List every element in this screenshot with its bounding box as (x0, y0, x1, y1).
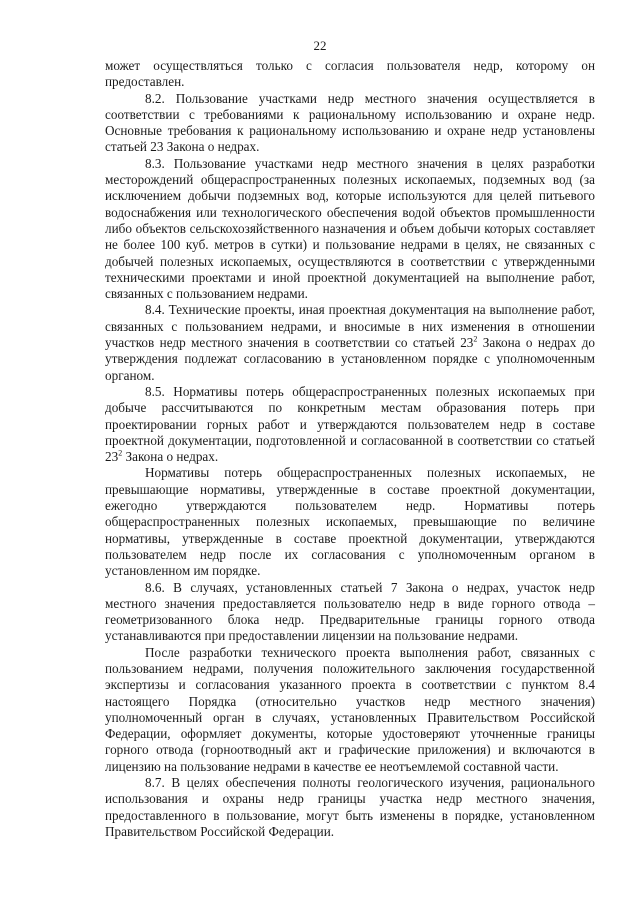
paragraph-8-5-text-before: 8.5. Нормативы потерь общераспространенных полезных ископаемых при добыче рассчитываются по конкретным местам образования потерь при проектировании горных работ и утверждаются пользователем недр в составе проектной документации, подготовленной и согласованной в соответствии со статьей 23 (105, 383, 595, 465)
article-superscript: 2 (473, 334, 478, 344)
paragraph-8-3: 8.3. Пользование участками недр местного значения в целях разработки месторождений общераспространенных полезных ископаемых, подземных вод (за исключением добычи подземных вод, которые используются для целей питьевого водоснабжения или технологического обеспечения водой объектов промышленности либо объектов сельскохозяйственного назначения и объем добычи которых составляет не более 100 куб. метров в сутки) и пользование недрами в целях, не связанных с добычей полезных ископаемых, осуществляются в соответствии с утвержденными техническими проектами и иной проектной документацией на выполнение работ, связанных с пользованием недрами. (105, 155, 595, 302)
document-body (105, 58, 595, 840)
page-number: 22 (313, 38, 327, 53)
paragraph-8-6: 8.6. В случаях, установленных статьей 7 Закона о недрах, участок недр местного значения предоставляется пользователю недр в виде горного отвода – геометризованного блока недр. Предварительные границы горного отвода устанавливаются при предоставлении лицензии на пользование недрами. (105, 579, 595, 644)
paragraph-8-4 (105, 302, 595, 383)
paragraph-8-5-continued: Нормативы потерь общераспространенных полезных ископаемых, не превышающие нормативы, утвержденные в составе проектной документации, ежегодно утверждаются пользователем недр. Нормативы потерь общераспространенных полезных ископаемых, превышающие по величине нормативы, утвержденные в составе проектной документации, утверждаются пользователем недр после их согласования с уполномоченным органом в установленном им порядке. (105, 465, 595, 579)
paragraph-8-4-text-after: Закона о недрах до утверждения подлежат согласованию в установленном порядке с уполномоченным органом. (105, 335, 596, 383)
article-superscript: 2 (118, 448, 123, 458)
paragraph-8-6-continued: После разработки технического проекта выполнения работ, связанных с пользованием недрами, получения положительного заключения государственной экспертизы и согласования указанного проекта в соответствии с пунктом 8.4 настоящего Порядка (относительно участков недр местного значения) уполномоченный орган в случаях, установленных Правительством Российской Федерации, оформляет документы, которые удостоверяют уточненные границы горного отвода (горноотводный акт и графические приложения) и включаются в лицензию на пользование недрами в качестве ее неотъемлемой составной части. (105, 644, 595, 774)
paragraph-8-2: 8.2. Пользование участками недр местного значения осуществляется в соответствии с требованиями к рациональному использованию и охране недр. Основные требования к рациональному использованию и охране недр установлены статьей 23 Закона о недрах. (105, 90, 595, 155)
paragraph-8-5 (105, 384, 595, 465)
paragraph-8-5-text-after: Закона о недрах. (122, 449, 219, 465)
paragraph-8-7: 8.7. В целях обеспечения полноты геологического изучения, рационального использования и охраны недр границы участка недр местного значения, предоставленного в пользование, могут быть изменены в порядке, установленном Правительством Российской Федерации. (105, 775, 595, 839)
paragraph-8-4-text-before: 8.4. Технические проекты, иная проектная документация на выполнение работ, связанных с пользованием недрами, и вносимые в них изменения в отношении участков недр местного значения в соответствии со статьей 23 (105, 302, 595, 351)
paragraph-continuation: может осуществляться только с согласия пользователя недр, которому он предоставлен. (105, 58, 595, 90)
